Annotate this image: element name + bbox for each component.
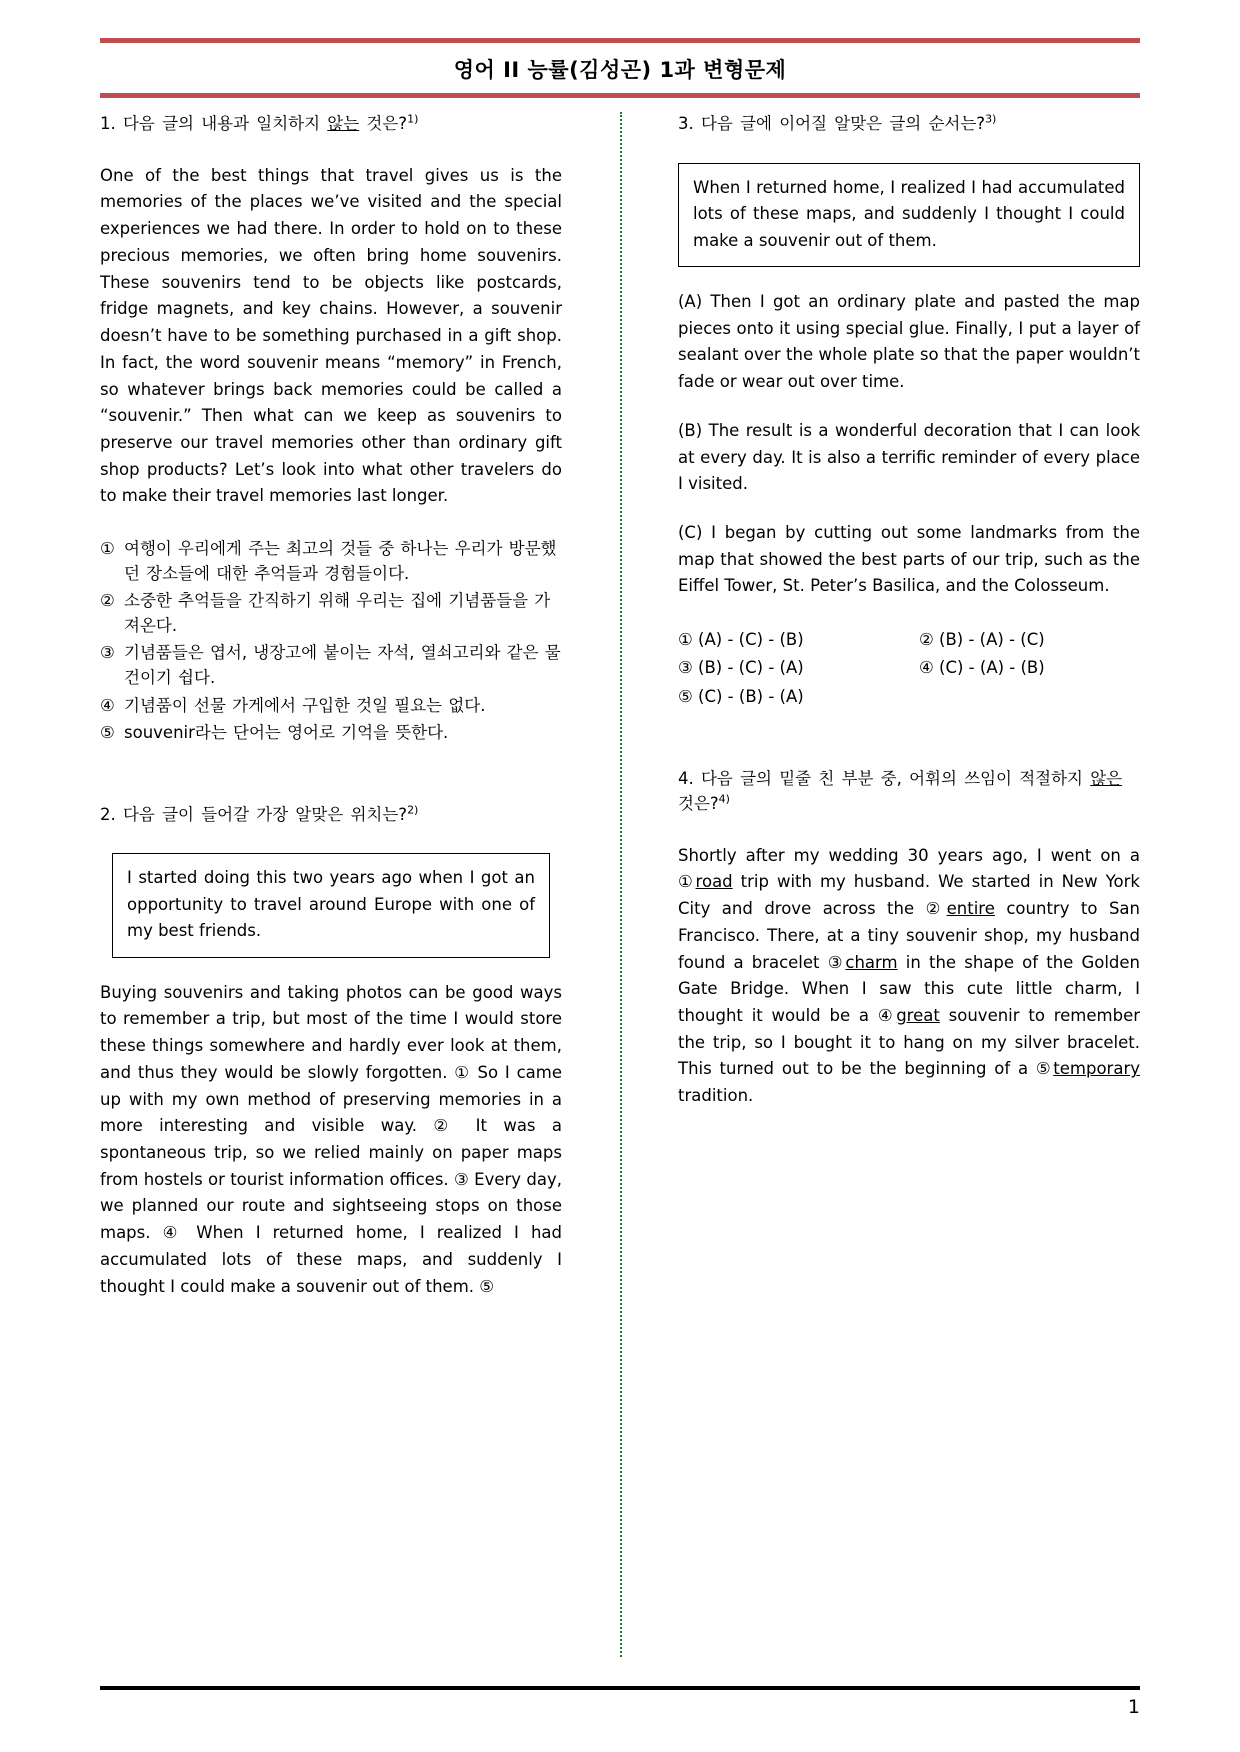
q3-heading-text: 3. 다음 글에 이어질 알맞은 글의 순서는? (678, 114, 986, 133)
choice-item[interactable] (100, 720, 562, 745)
choice-item[interactable]: ⑤ (C) - (B) - (A) (678, 686, 804, 706)
choice-label: souvenir라는 단어는 영어로 기억을 뜻한다. (124, 722, 449, 742)
passage-text: in the shape of the Golden Gate Bridge. When I saw this cute little charm, I thought it would be a (678, 952, 1141, 1026)
choice-marker: ⑤ (100, 722, 115, 742)
choice-marker: ③ (827, 952, 846, 972)
q2-footnote: 2) (407, 803, 419, 817)
choice-marker: ② (100, 591, 115, 611)
choice-label: 소중한 추억들을 간직하기 위해 우리는 집에 기념품들을 가져온다. (124, 591, 551, 636)
choice-item[interactable]: ② (B) - (A) - (C) (919, 630, 1045, 650)
q1-heading-underline: 않는 (327, 114, 360, 133)
choice-label: 기념품이 선물 가게에서 구입한 것일 필요는 없다. (124, 695, 486, 715)
choice-item[interactable] (100, 588, 562, 638)
spacer (678, 711, 1140, 767)
choice-marker: ④ (877, 1006, 897, 1026)
choice-item[interactable]: ④ (C) - (A) - (B) (919, 658, 1045, 678)
choice-marker: ③ (100, 643, 115, 663)
question-2 (100, 803, 562, 1301)
question-2-heading (100, 803, 562, 828)
header-rule-bottom (100, 93, 1140, 98)
left-column (100, 112, 570, 1657)
question-3-para-c: (C) I began by cutting out some landmarks from the map that showed the best parts of our trip, such as the Eiffel Tower, St. Peter’s Basilica, and the Colosseum. (678, 522, 1140, 596)
passage-text: souvenir to remember the trip, so I bought it to hang on my silver bracelet. This turned out to be the beginning of a (678, 1006, 1141, 1079)
spacer (100, 747, 562, 803)
right-column (670, 112, 1140, 1657)
page-number: 1 (1127, 1696, 1140, 1718)
question-2-boxed-passage: I started doing this two years ago when I got an opportunity to travel around Europe with one of my best friends. (112, 853, 550, 957)
q3-footnote: 3) (985, 112, 997, 126)
passage-text: tradition. (678, 1086, 754, 1106)
vocab-underlined[interactable]: great (896, 1006, 940, 1026)
q4-heading-pre: 4. 다음 글의 밑줄 친 부분 중, 어휘의 쓰임이 적절하지 (678, 769, 1091, 789)
q4-heading-post: 것은? (678, 793, 719, 813)
passage-text: trip with my husband. We started in New York City and drove across the (678, 872, 1140, 919)
question-3 (678, 112, 1140, 711)
question-2-passage: Buying souvenirs and taking photos can be good ways to remember a trip, but most of the time I would store these things somewhere and hardly ever look at them, and thus they would be slowly forgotten. ① So I came up with my own method of preserving memories in a more interesting and visible way. ② It was a spontaneous trip, so we relied mainly on paper maps from hostels or tourist information offices. ③ Every day, we planned our route and sightseeing stops on those maps. ④ When I returned home, I realized I had accumulated lots of these maps, and suddenly I thought I could make a souvenir out of them. ⑤ (100, 982, 562, 1296)
choice-item[interactable] (100, 536, 562, 586)
vocab-underlined[interactable]: charm (845, 952, 898, 972)
question-1-heading (100, 112, 562, 137)
choice-label: 기념품들은 엽서, 냉장고에 붙이는 자석, 열쇠고리와 같은 물건이기 쉽다. (124, 643, 561, 688)
q1-heading-post: 것은? (359, 114, 408, 133)
question-4 (678, 767, 1140, 1110)
column-divider (570, 112, 670, 1657)
page-title: 영어 II 능률(김성곤) 1과 변형문제 (453, 58, 787, 82)
passage-text: Shortly after my wedding 30 years ago, I went on a (678, 845, 1140, 865)
vocab-underlined[interactable]: road (695, 872, 733, 892)
question-3-para-b: (B) The result is a wonderful decoration that I can look at every day. It is also a terrific reminder of every place I visited. (678, 420, 1140, 494)
question-3-choices (678, 626, 1140, 711)
question-3-boxed-passage: When I returned home, I realized I had accumulated lots of these maps, and suddenly I thought I could make a souvenir out of them. (678, 163, 1140, 267)
q2-heading-text: 2. 다음 글이 들어갈 가장 알맞은 위치는? (100, 804, 408, 824)
q1-heading-pre: 1. 다음 글의 내용과 일치하지 (100, 114, 328, 133)
choice-item[interactable] (100, 693, 562, 718)
choice-item[interactable] (100, 640, 562, 690)
columns-container (100, 112, 1140, 1657)
choice-marker: ⑤ (1035, 1059, 1054, 1079)
question-1 (100, 112, 562, 745)
vocab-underlined[interactable]: temporary (1053, 1059, 1140, 1079)
question-3-para-a: (A) Then I got an ordinary plate and pasted the map pieces onto it using special glue. Finally, I put a layer of sealant over the whole plate so that the paper wouldn’t fade or wear out over time. (678, 291, 1140, 392)
question-4-heading (678, 767, 1140, 817)
page-header (100, 38, 1140, 98)
choice-label: 여행이 우리에게 주는 최고의 것들 중 하나는 우리가 방문했던 장소들에 대한 추억들과 경험들이다. (124, 539, 557, 584)
choice-item[interactable]: ③ (B) - (C) - (A) (678, 658, 804, 678)
question-1-choices (100, 536, 562, 745)
choice-marker: ② (925, 899, 947, 919)
question-1-passage: One of the best things that travel gives us is the memories of the places we’ve visited and the special experiences we had there. In order to hold on to these precious memories, we often bring home souvenirs. These souvenirs tend to be objects like postcards, fridge magnets, and key chains. However, a souvenir doesn’t have to be something purchased in a gift shop. In fact, the word souvenir means “memory” in French, so whatever brings back memories could be called a “souvenir.” Then what can we keep as souvenirs to preserve our travel memories other than ordinary gift shop products? Let’s look into what other travelers do to make their travel memories last longer. (100, 165, 562, 506)
q4-footnote: 4) (718, 792, 730, 806)
passage-text: country to San Francisco. There, at a tiny souvenir shop, my husband found a bracelet (678, 899, 1141, 972)
choice-marker: ① (100, 539, 115, 559)
q1-footnote: 1) (407, 112, 419, 126)
q4-heading-underline: 않은 (1090, 769, 1123, 789)
page-footer (100, 1686, 1140, 1718)
question-4-passage (678, 843, 1140, 1110)
choice-item[interactable]: ① (A) - (C) - (B) (678, 630, 804, 650)
vocab-underlined[interactable]: entire (946, 899, 995, 919)
choice-marker: ④ (100, 695, 115, 715)
choice-marker: ① (678, 872, 696, 892)
question-3-heading (678, 112, 1140, 137)
